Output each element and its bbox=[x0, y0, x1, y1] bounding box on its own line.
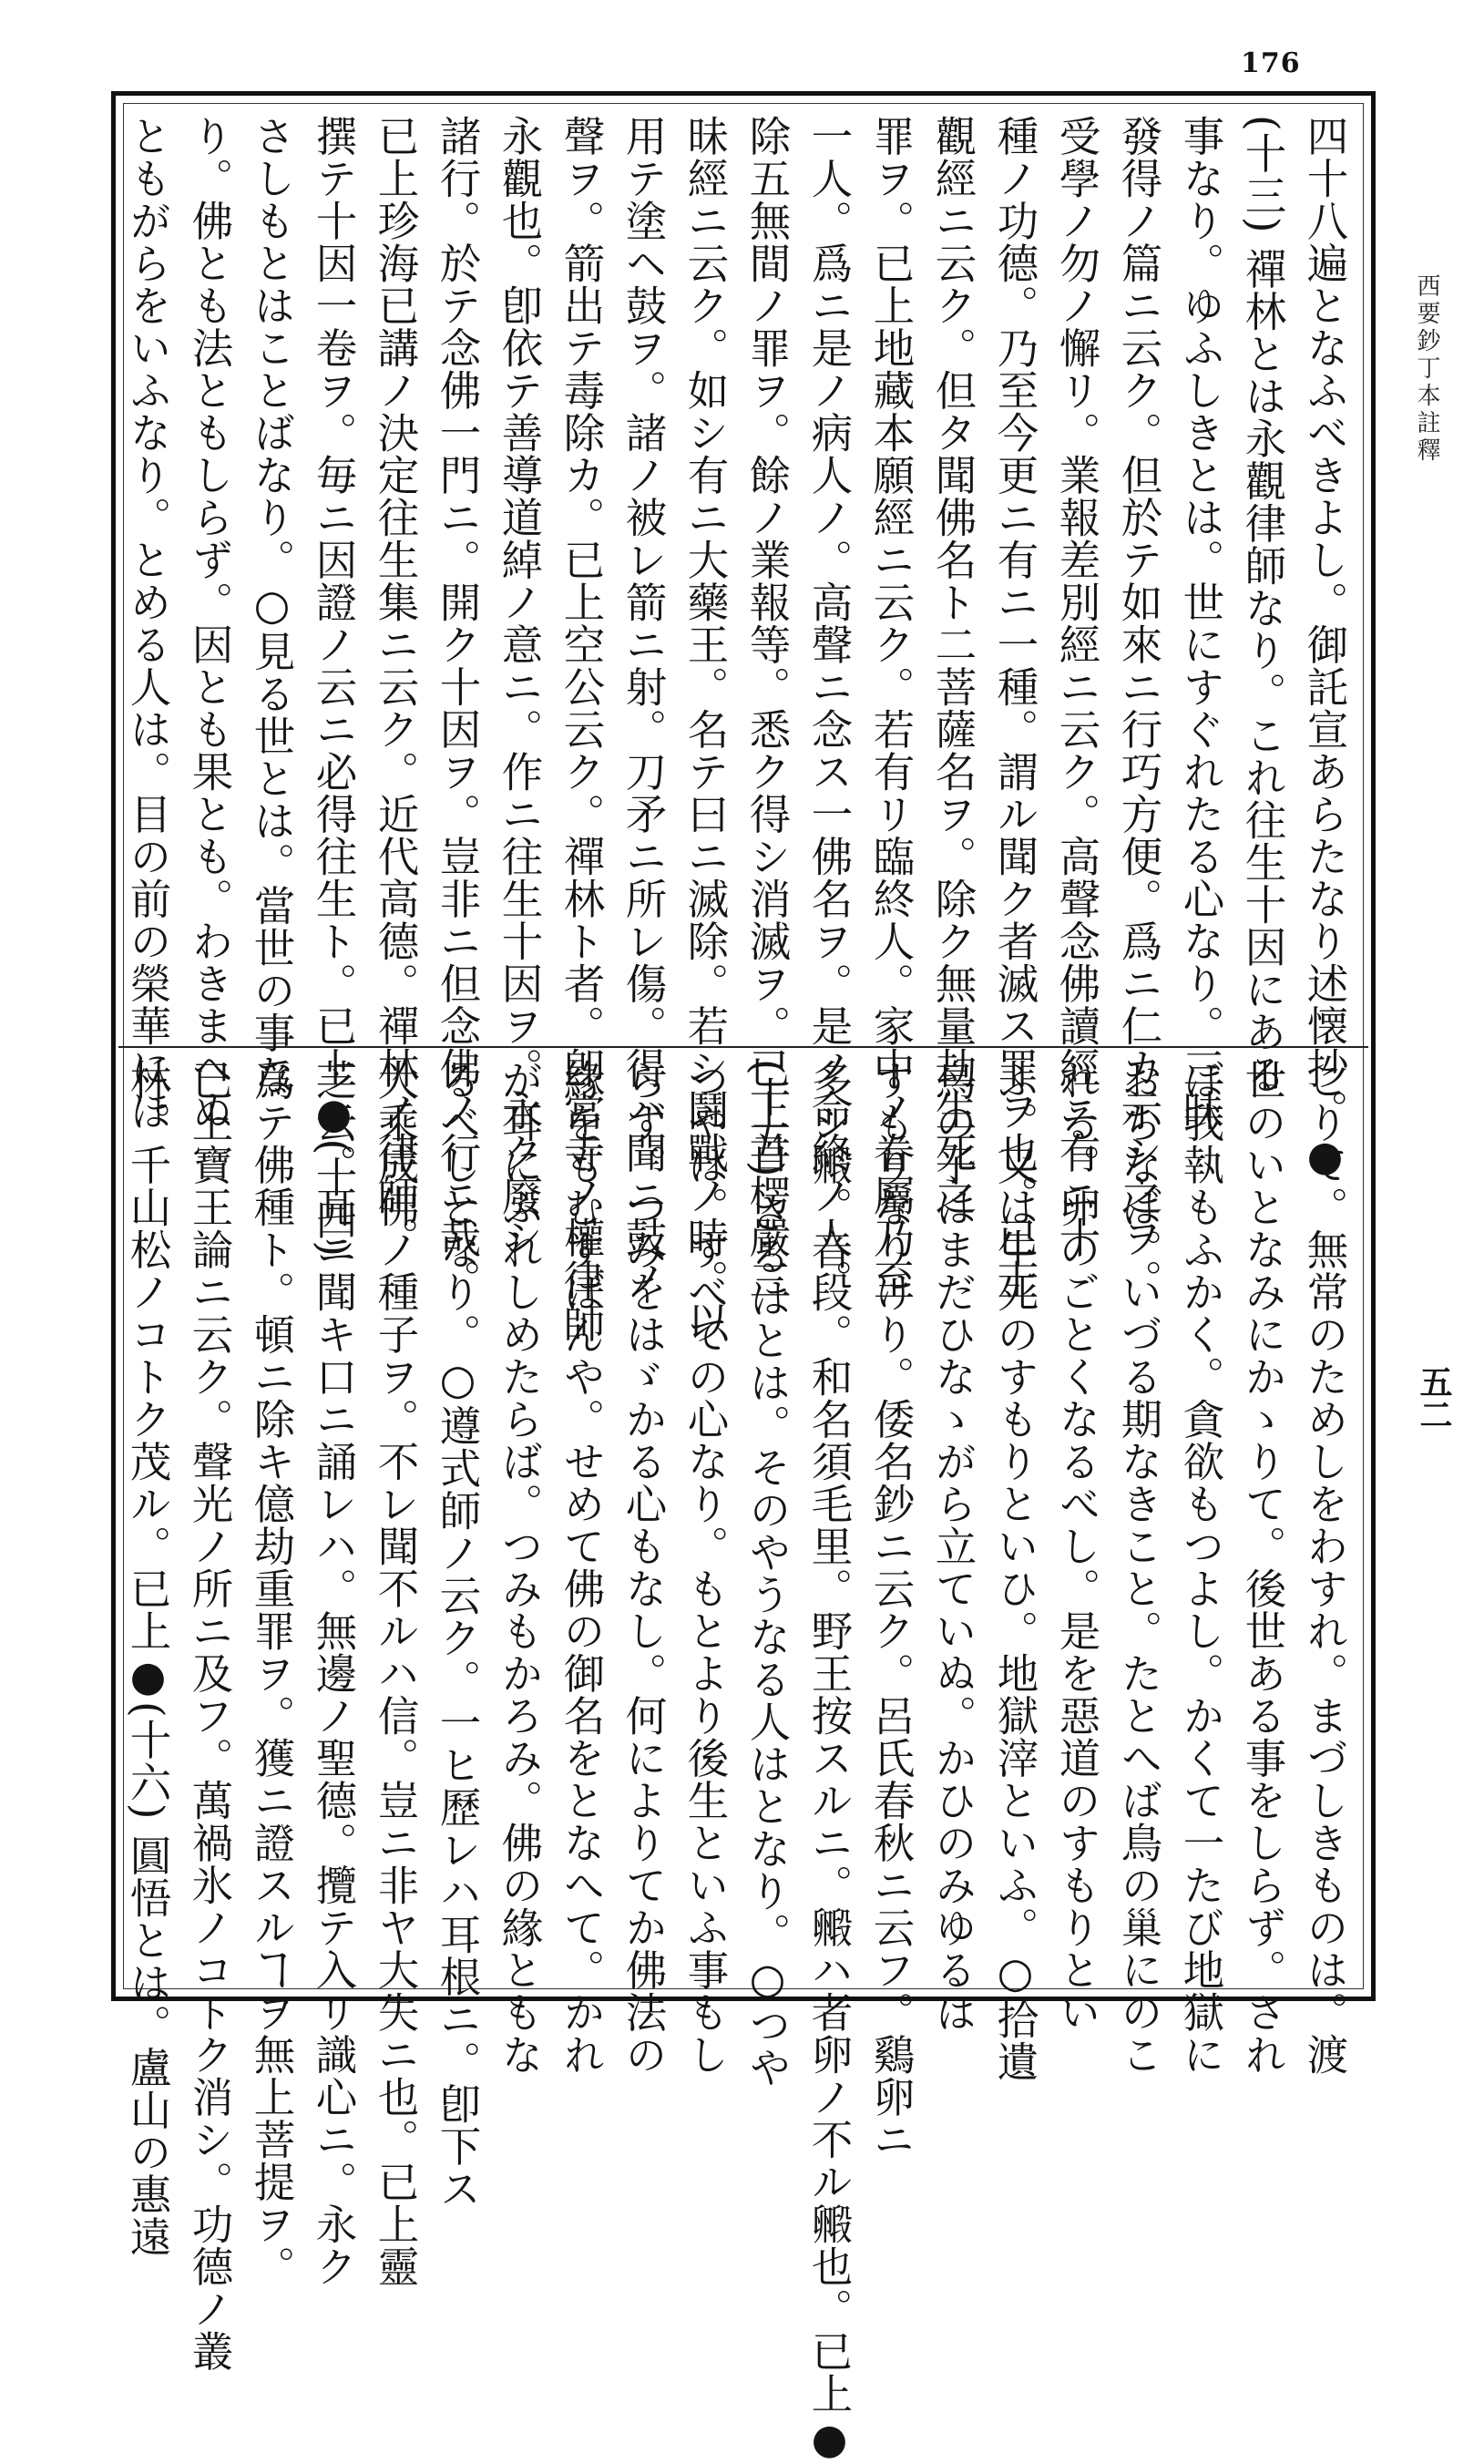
text-column: 多シ毈。音段。和名須毛里。野王按スルニ。毈ハ者卵ノ不ル毈也。已上● bbox=[805, 1059, 854, 2464]
text-column: すもりなりけり。倭名鈔ニ云ク。呂氏春秋ニ云フ。鷄卵ニ bbox=[867, 1059, 916, 2161]
text-column: 罪ヲ。已上地藏本願經ニ云ク。若有リ臨終人。家中ノ眷屬乃至 bbox=[867, 115, 916, 1301]
lower-text-block bbox=[124, 1059, 1356, 2464]
text-column: 聲ヲ。箭出テ毒除カ。已上空公云ク。禪林ト者。卽當寺ノ權律師 bbox=[558, 115, 606, 1344]
text-column: こりて。無常のためしをわすれ。まづしきものは。渡 bbox=[1301, 1059, 1349, 2076]
text-column: 用テ塗ヘ鼓ヲ。諸ノ被レ箭ニ射。刀矛ニ所レ傷。得ハ聞ニ鼓ノ bbox=[619, 115, 668, 1301]
text-column: 已上珍海已講ノ決定往生集ニ云ク。近代高德。禪林ノ律師。 bbox=[372, 115, 420, 1259]
text-column: (十三) 禪林とは永觀律師なり。これ往生十因にある bbox=[1239, 115, 1287, 1095]
text-column: 已上寶王論ニ云ク。聲光ノ所ニ及フ。萬禍氷ノコトク消シ。功德ノ叢 bbox=[186, 1059, 234, 2373]
text-column: ば我執もふかく。貪欲もつよし。かくて一たび地獄に bbox=[1177, 1059, 1225, 2076]
text-column: 芝云。耳ニ聞キ口ニ誦レハ。無邊ノ聖德。攬テ入リ識心ニ。永ク bbox=[310, 1059, 358, 2288]
text-column: 林。千山松ノコトク茂ル。已上●(十六) 圓悟とは。盧山の惠遠 bbox=[124, 1059, 172, 2258]
text-column: れる。卵のごとくなるべし。是を惡道のすもりとい bbox=[1053, 1059, 1101, 2034]
text-column: 事なり。ゆふしきとは。世にすぐれたる心なり。三昧 bbox=[1177, 115, 1225, 1132]
text-column: 一人。爲ニ是ノ病人ノ。高聲ニ念ス一佛名ヲ。是ノ命終ノ人。 bbox=[805, 115, 854, 1301]
text-column: らず。つみをはゞかる心もなし。何によりてか佛法の bbox=[619, 1059, 668, 2076]
text-column: ふ。又は生死のすもりといひ。地獄滓といふ。○拾遺 bbox=[991, 1059, 1039, 2083]
upper-text-block bbox=[124, 115, 1356, 1344]
text-column: 世のいとなみにかゝりて。後世ある事をしらず。され bbox=[1239, 1059, 1287, 2076]
text-column: 緣をもむすばんや。せめて佛の御名をとなへて。かれ bbox=[558, 1059, 606, 2076]
text-column: るべしとなり。○遵式師ノ云ク。一ヒ歷レハ耳根ニ。卽下ス bbox=[434, 1059, 482, 2210]
text-column: (十五) さるはとは。そのやうなる人はとなり。○つや bbox=[743, 1059, 792, 2089]
text-column: 四十八遍となふべきよし。御託宣あらたなり述懐抄。● bbox=[1301, 115, 1349, 1181]
text-column: ともがらをいふなり。とめる人は。目の前の榮華にほ bbox=[124, 115, 172, 1132]
text-column: 鳥の子はまだひなゝがら立ていぬ。かひのみゆるは bbox=[929, 1059, 977, 2034]
text-column: が耳にふれしめたらば。つみもかろみ。佛の緣ともな bbox=[496, 1059, 544, 2076]
text-column: 發得ノ篇ニ云ク。但於テ如來ニ行巧方便。爲ニ仁カ示シ之ヲ。 bbox=[1115, 115, 1163, 1301]
text-column: 除五無間ノ罪ヲ。餘ノ業報等。悉ク得シ消滅ヲ。已上首楞嚴三 bbox=[743, 115, 792, 1301]
text-column: 大乘成佛ノ種子ヲ。不レ聞不ルハ信。豈ニ非ヤ大失ニ也。已上靈 bbox=[372, 1059, 420, 2288]
text-column: 永觀也。卽依テ善導道綽ノ意ニ。作ニ往生十因ヲ。永ク廢シ bbox=[496, 115, 544, 1259]
text-column: り。佛とも法ともしらず。因とも果とも。わきまへぬ bbox=[186, 115, 234, 1132]
text-column: さしもとはことばなり。○見る世とは。當世の事な bbox=[248, 115, 296, 1096]
text-column: 撰テ十因一卷ヲ。毎ニ因證ノ云ニ必得往生ト。已上●(十四) bbox=[310, 115, 358, 1258]
text-column: 諸行。於テ念佛一門ニ。開ク十因ヲ。豈非ニ但念佛ノ行ニ哉。 bbox=[434, 115, 482, 1301]
text-column: つやは。すべての心なり。もとより後生といふ事もし bbox=[681, 1059, 730, 2076]
folio-number: 五二 bbox=[1415, 1365, 1452, 1431]
text-column: おちなば。いづる期なきこと。たとへば鳥の巢にのこ bbox=[1115, 1059, 1163, 2076]
text-column: 受學ノ勿ノ懈リ。業報差別經ニ云ク。高聲念佛讀經ニ有ニ十 bbox=[1053, 115, 1101, 1259]
page-number: 176 bbox=[1241, 47, 1301, 79]
text-column: 昧經ニ云ク。如シ有ニ大藥王。名テ曰ニ滅除。若シ鬪戰ノ時。以 bbox=[681, 115, 730, 1344]
text-column: 觀經ニ云ク。但タ聞佛名ト二菩薩名ヲ。除ク無量劫生死之 bbox=[929, 115, 977, 1217]
running-head: 西要鈔丁本註釋 bbox=[1413, 273, 1440, 465]
text-column: 爲テ佛種ト。頓ニ除キ億劫重罪ヲ。獲ニ證スルヿヲ無上菩提ヲ。 bbox=[248, 1059, 296, 2288]
text-column: 種ノ功德。乃至今更ニ有ニ一種。謂ル聞ク者滅ス罪ヲ也。已上 bbox=[991, 115, 1039, 1301]
